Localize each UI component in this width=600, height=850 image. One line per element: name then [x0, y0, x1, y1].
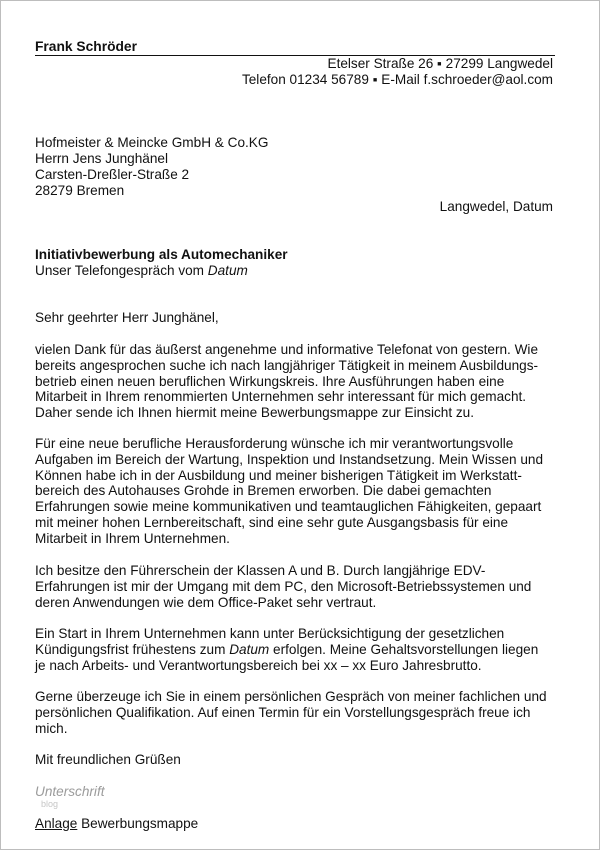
text-line: Erfahrungen ist mir der Umgang mit dem PC, den Microsoft-Betriebssystemen und — [35, 578, 532, 594]
text-line: bereich des Autohauses Grohde in Bremen erworben. Die dabei gemachten — [35, 483, 492, 499]
body-paragraph-5 — [35, 689, 565, 736]
text-line: Aufgaben im Bereich der Wartung, Inspektion und Instandsetzung. Mein Wissen und — [35, 451, 544, 467]
text-segment: erfolgen. Meine Gehaltsvorstellungen liegen — [269, 641, 539, 657]
body-paragraph-3 — [35, 563, 565, 610]
text-line: mich. — [35, 720, 68, 736]
recipient-city: 28279 Bremen — [35, 183, 125, 198]
body-paragraph-2 — [35, 436, 565, 547]
text-line: Ein Start in Ihrem Unternehmen kann unter Berücksichtigung der gesetzlichen — [35, 626, 505, 641]
recipient-street: Carsten-Dreßler-Straße 2 — [35, 167, 190, 182]
body-paragraph-1 — [35, 342, 565, 421]
enclosure-text: Bewerbungsmappe — [77, 816, 199, 831]
enclosure-label: Anlage — [35, 816, 78, 831]
salutation: Sehr geehrter Herr Junghänel, — [35, 310, 219, 325]
subject-title: Initiativbewerbung als Automechaniker — [35, 247, 288, 262]
sender-contact: Telefon 01234 56789 ▪ E-Mail f.schroeder@aol.com — [241, 72, 553, 87]
text-line: Mitarbeit in Ihrem renommierten Unternehmen sehr interessant für mich gemacht. — [35, 389, 527, 405]
text-line: Ich besitze den Führerschein der Klassen A und B. Durch langjährige EDV- — [35, 563, 486, 578]
subject-reference-date: Datum — [207, 262, 248, 278]
text-line: Für eine neue berufliche Herausforderung wünsche ich mir verantwortungsvolle — [35, 436, 514, 451]
start-date-placeholder: Datum — [229, 641, 270, 657]
recipient-company: Hofmeister & Meincke GmbH & Co.KG — [35, 135, 269, 150]
text-line: persönlichen Qualifikation. Auf einen Termin für ein Vorstellungsgespräch freue ich — [35, 704, 531, 720]
subject-block — [35, 247, 288, 279]
sender-name: Frank Schröder — [35, 39, 137, 54]
closing: Mit freundlichen Grüßen — [35, 752, 181, 767]
body-paragraph-4 — [35, 626, 565, 673]
text-line — [35, 642, 565, 658]
text-line: Können habe ich in der Ausbildung und meiner bisherigen Tätigkeit im Werkstatt- — [35, 467, 522, 483]
text-line: mit meiner hohen Lernbereitschaft, sind eine sehr gute Ausgangsbasis für eine — [35, 514, 509, 530]
sender-address: Etelser Straße 26 ▪ 27299 Langwedel — [327, 56, 553, 71]
date-line: Langwedel, Datum — [439, 199, 553, 214]
watermark: blog — [41, 799, 59, 809]
text-line: vielen Dank für das äußerst angenehme und informative Telefonat von gestern. Wie — [35, 342, 539, 357]
text-line: je nach Arbeits- und Verantwortungsbereich bei xx – xx Euro Jahresbrutto. — [35, 657, 482, 673]
text-line: deren Anwendungen wie dem Office-Paket sehr vertraut. — [35, 594, 377, 610]
text-segment: Kündigungsfrist frühestens zum — [35, 641, 230, 657]
text-line: Daher sende ich Ihnen hiermit meine Bewerbungsmappe zur Einsicht zu. — [35, 405, 475, 421]
text-line: Erfahrungen sowie meine kommunikativen und teamtauglichen Fähigkeiten, gepaart — [35, 499, 542, 515]
recipient-person: Herrn Jens Junghänel — [35, 151, 168, 166]
text-line: Mitarbeit in Ihrem Unternehmen. — [35, 530, 230, 546]
subject-reference — [35, 263, 288, 279]
recipient-address — [35, 135, 268, 199]
subject-reference-prefix: Unser Telefongespräch vom — [35, 262, 208, 278]
text-line: bereits angesprochen suche ich nach langjähriger Tätigkeit in meinem Ausbildungs- — [35, 357, 539, 373]
signature-placeholder: Unterschrift — [35, 784, 105, 799]
text-line: betrieb einen neuen beruflichen Wirkungskreis. Ihre Ausführungen haben eine — [35, 373, 505, 389]
text-line: Gerne überzeuge ich Sie in einem persönlichen Gespräch von meiner fachlichen und — [35, 689, 547, 704]
enclosure-line — [35, 816, 198, 832]
